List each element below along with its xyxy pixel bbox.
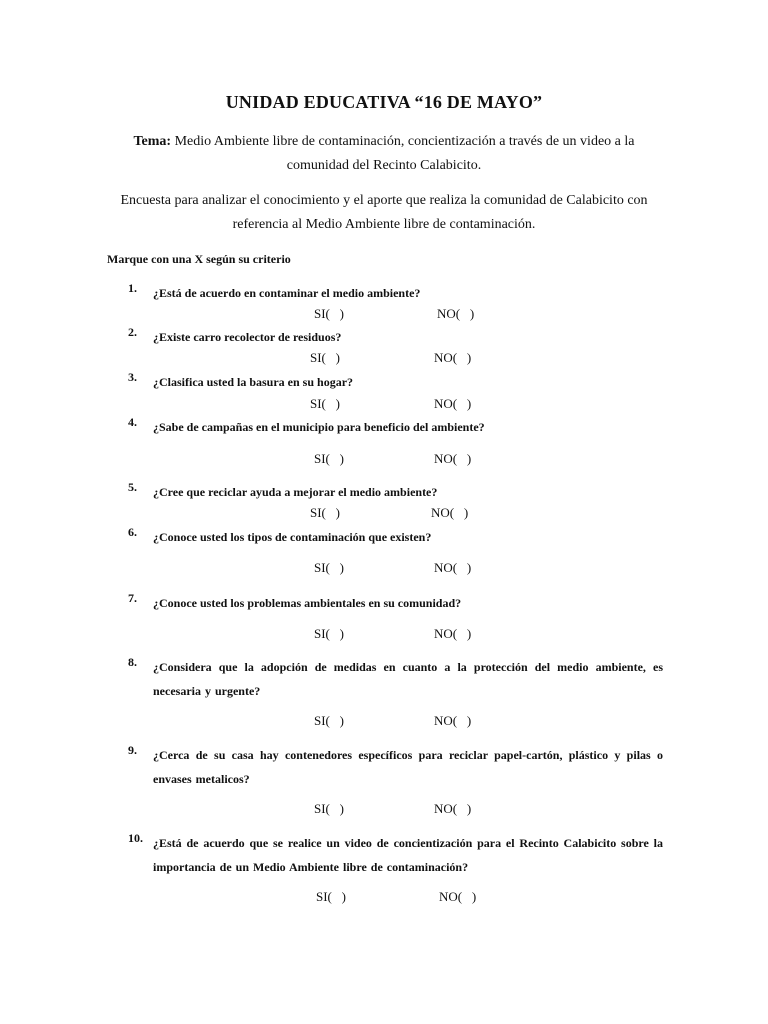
answer-no-8[interactable]: NO( )	[434, 713, 472, 728]
question-text: ¿Clasifica usted la basura en su hogar?	[153, 375, 354, 389]
answer-si-8[interactable]: SI( )	[314, 713, 344, 728]
question-number: 3.	[128, 370, 137, 384]
question-number: 4.	[128, 415, 137, 429]
answer-si-7[interactable]: SI( )	[314, 626, 344, 641]
encuesta-line-1: Encuesta para analizar el conocimiento y el aporte que realiza la comunidad de Calabicito con	[120, 193, 648, 208]
question-text: ¿Existe carro recolector de residuos?	[153, 330, 342, 344]
question-6	[128, 525, 663, 549]
question-7	[128, 591, 663, 615]
encuesta-line-2: referencia al Medio Ambiente libre de contaminación.	[232, 217, 536, 232]
encuesta-paragraph	[0, 189, 768, 237]
question-text: ¿Cree que reciclar ayuda a mejorar el medio ambiente?	[153, 485, 438, 499]
question-text: ¿Considera que la adopción de medidas en cuanto a la protección del medio ambiente, es necesaria y urgente?	[153, 660, 663, 698]
answer-no-3[interactable]: NO( )	[434, 396, 472, 411]
question-number: 5.	[128, 480, 137, 494]
question-4	[128, 415, 663, 439]
question-text: ¿Conoce usted los problemas ambientales en su comunidad?	[153, 596, 462, 610]
answer-no-10[interactable]: NO( )	[439, 889, 477, 904]
answer-no-7[interactable]: NO( )	[434, 626, 472, 641]
question-9	[128, 743, 663, 791]
instruction-text: Marque con una X según su criterio	[107, 252, 291, 266]
answer-si-5[interactable]: SI( )	[310, 505, 340, 520]
question-number: 6.	[128, 525, 137, 539]
question-5	[128, 480, 663, 504]
tema-line-2: comunidad del Recinto Calabicito.	[286, 158, 482, 173]
question-text: ¿Cerca de su casa hay contenedores específicos para reciclar papel-cartón, plástico y pilas o envases metalicos?	[153, 748, 663, 786]
answer-si-2[interactable]: SI( )	[310, 350, 340, 365]
answer-si-4[interactable]: SI( )	[314, 451, 344, 466]
answer-si-1[interactable]: SI( )	[314, 306, 344, 321]
tema-label: Tema:	[133, 134, 172, 149]
tema-line-1: Medio Ambiente libre de contaminación, concientización a través de un video a la	[174, 134, 635, 149]
answer-no-6[interactable]: NO( )	[434, 560, 472, 575]
question-text: ¿Está de acuerdo en contaminar el medio ambiente?	[153, 286, 421, 300]
question-number: 7.	[128, 591, 137, 605]
question-1	[128, 281, 663, 305]
question-number: 2.	[128, 325, 137, 339]
question-3	[128, 370, 663, 394]
question-number: 1.	[128, 281, 137, 295]
question-text: ¿Sabe de campañas en el municipio para beneficio del ambiente?	[153, 420, 485, 434]
tema-paragraph	[0, 130, 768, 178]
document-title: UNIDAD EDUCATIVA “16 DE MAYO”	[225, 92, 543, 112]
answer-no-1[interactable]: NO( )	[437, 306, 475, 321]
question-number: 8.	[128, 655, 137, 669]
answer-si-10[interactable]: SI( )	[316, 889, 346, 904]
question-2	[128, 325, 663, 349]
answer-si-3[interactable]: SI( )	[310, 396, 340, 411]
question-text: ¿Está de acuerdo que se realice un video de concientización para el Recinto Calabicito sobre la importancia de un Medio Ambiente libre de contaminación?	[153, 836, 663, 874]
answer-no-9[interactable]: NO( )	[434, 801, 472, 816]
answer-no-5[interactable]: NO( )	[431, 505, 469, 520]
question-10	[128, 831, 663, 879]
question-8	[128, 655, 663, 703]
question-number: 10.	[128, 831, 143, 845]
question-text: ¿Conoce usted los tipos de contaminación que existen?	[153, 530, 432, 544]
answer-si-6[interactable]: SI( )	[314, 560, 344, 575]
answer-si-9[interactable]: SI( )	[314, 801, 344, 816]
question-number: 9.	[128, 743, 137, 757]
answer-no-4[interactable]: NO( )	[434, 451, 472, 466]
answer-no-2[interactable]: NO( )	[434, 350, 472, 365]
